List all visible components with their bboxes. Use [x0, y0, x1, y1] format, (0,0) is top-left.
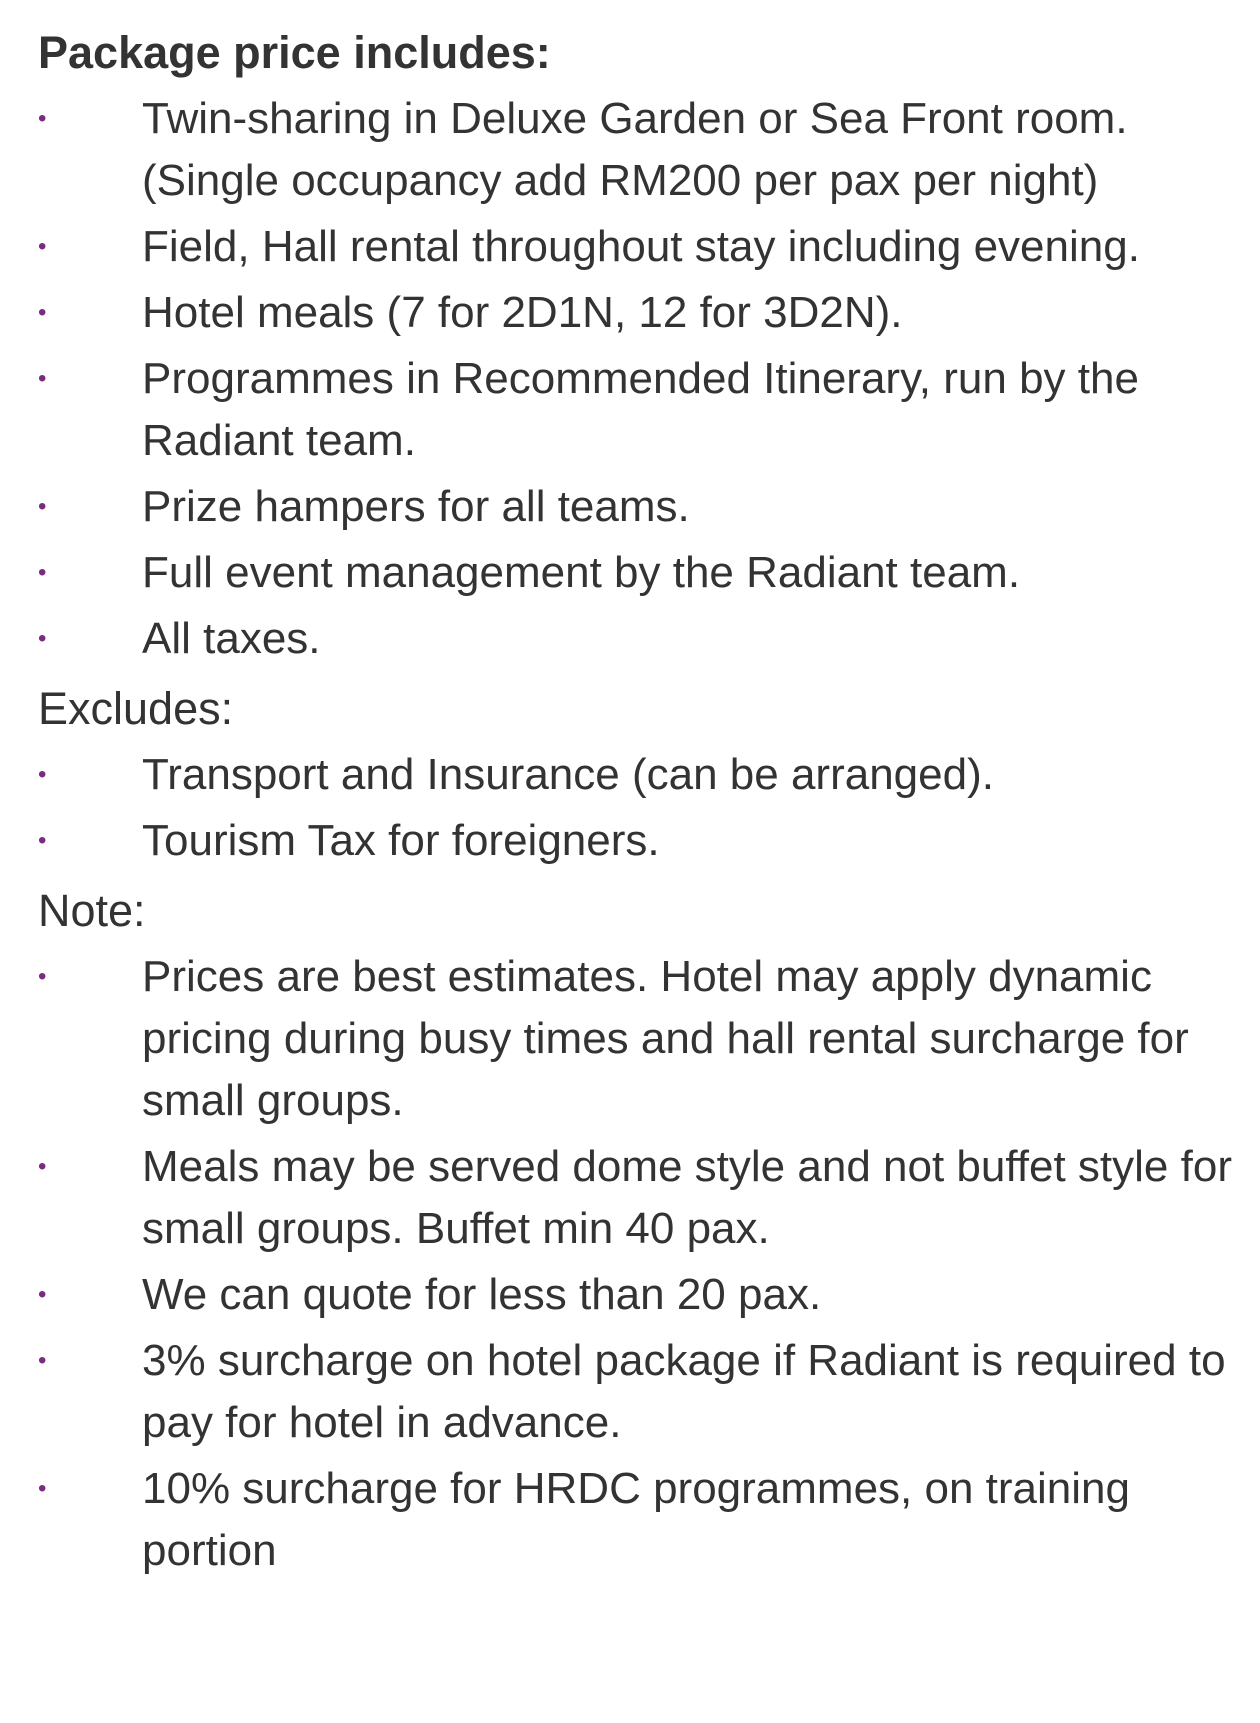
bullet-icon: • — [38, 559, 47, 586]
list-item: • Full event management by the Radiant team. — [38, 542, 1242, 604]
list-item: • Prize hampers for all teams. — [38, 476, 1242, 538]
note-heading: Note: — [38, 885, 146, 936]
list-item: • Prices are best estimates. Hotel may apply dynamic pricing during busy times and hall rental surcharge for small groups. — [38, 946, 1242, 1132]
list-item: • All taxes. — [38, 608, 1242, 670]
bullet-icon: • — [38, 1347, 47, 1374]
bullet-icon: • — [38, 365, 47, 392]
list-item: • Transport and Insurance (can be arranged). — [38, 744, 1242, 806]
list-item: • Meals may be served dome style and not buffet style for small groups. Buffet min 40 pax. — [38, 1136, 1242, 1260]
includes-list — [38, 88, 1238, 670]
list-item: • Twin-sharing in Deluxe Garden or Sea Front room. (Single occupancy add RM200 per pax per night) — [38, 88, 1242, 212]
document — [38, 18, 1238, 1586]
includes-heading: Package price includes: — [38, 27, 551, 78]
bullet-icon: • — [38, 827, 47, 854]
list-item: • 3% surcharge on hotel package if Radiant is required to pay for hotel in advance. — [38, 1330, 1242, 1454]
bullet-icon: • — [38, 105, 47, 132]
list-item: • We can quote for less than 20 pax. — [38, 1264, 1242, 1326]
list-item: • Hotel meals (7 for 2D1N, 12 for 3D2N). — [38, 282, 1242, 344]
list-item: • 10% surcharge for HRDC programmes, on training portion — [38, 1458, 1242, 1582]
bullet-icon: • — [38, 761, 47, 788]
bullet-icon: • — [38, 963, 47, 990]
excludes-heading: Excludes: — [38, 683, 234, 734]
note-list — [38, 946, 1238, 1582]
list-item: • Programmes in Recommended Itinerary, run by the Radiant team. — [38, 348, 1242, 472]
list-item: • Field, Hall rental throughout stay including evening. — [38, 216, 1242, 278]
bullet-icon: • — [38, 299, 47, 326]
bullet-icon: • — [38, 1153, 47, 1180]
list-item: • Tourism Tax for foreigners. — [38, 810, 1242, 872]
bullet-icon: • — [38, 625, 47, 652]
bullet-icon: • — [38, 493, 47, 520]
bullet-icon: • — [38, 1475, 47, 1502]
excludes-list — [38, 744, 1238, 872]
bullet-icon: • — [38, 233, 47, 260]
bullet-icon: • — [38, 1281, 47, 1308]
